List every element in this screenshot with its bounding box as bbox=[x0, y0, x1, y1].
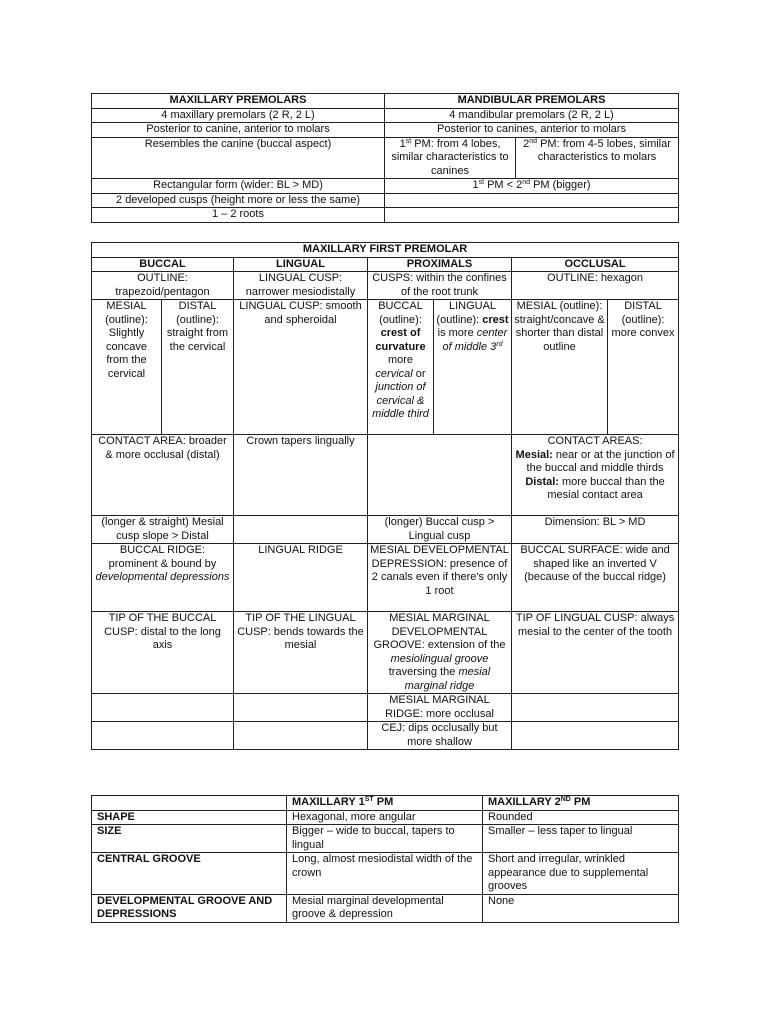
mand-count: 4 mandibular premolars (2 R, 2 L) bbox=[385, 108, 679, 123]
buccal-surface: BUCCAL SURFACE: wide and shaped like an inverted V (because of the buccal ridge) bbox=[512, 544, 679, 612]
lingual-cusp-narrower: LINGUAL CUSP: narrower mesiodistally bbox=[234, 272, 368, 300]
mand-position: Posterior to canines, anterior to molars bbox=[385, 123, 679, 138]
cej: CEJ: dips occlusally but more shallow bbox=[368, 722, 512, 750]
table-row bbox=[92, 853, 679, 895]
buccal-ridge: BUCCAL RIDGE: prominent & bound by developmental depressions bbox=[92, 544, 234, 612]
table-row bbox=[92, 825, 679, 853]
occlusal-distal-outline: DISTAL (outline): more convex bbox=[608, 300, 679, 435]
col-header-proximals: PROXIMALS bbox=[368, 257, 512, 272]
max-position: Posterior to canine, anterior to molars bbox=[92, 123, 385, 138]
mand-second-pm-lobes: 2nd PM: from 4-5 lobes, similar characteristics to molars bbox=[516, 137, 679, 179]
size-second: Smaller – less taper to lingual bbox=[483, 825, 679, 853]
header-max-second-pm: MAXILLARY 2ND PM bbox=[483, 796, 679, 811]
max-roots: 1 – 2 roots bbox=[92, 208, 385, 223]
shape-first: Hexagonal, more angular bbox=[287, 810, 483, 825]
buccal-contact-area: CONTACT AREA: broader & more occlusal (distal) bbox=[92, 435, 234, 516]
empty-cell bbox=[234, 722, 368, 750]
max-cusps: 2 developed cusps (height more or less the same) bbox=[92, 193, 385, 208]
comparison-table bbox=[91, 795, 679, 923]
table-row bbox=[92, 894, 679, 922]
mand-first-pm-lobes: 1st PM: from 4 lobes, similar characteristics to canines bbox=[385, 137, 516, 179]
empty-cell bbox=[385, 193, 679, 208]
proximal-buccal-outline: BUCCAL (outline): crest of curvature more cervical or junction of cervical & middle third bbox=[368, 300, 434, 435]
empty-cell bbox=[92, 722, 234, 750]
shape-second: Rounded bbox=[483, 810, 679, 825]
max-resembles: Resembles the canine (buccal aspect) bbox=[92, 137, 385, 179]
row-label-developmental-groove: DEVELOPMENTAL GROOVE AND DEPRESSIONS bbox=[92, 894, 287, 922]
header-mandibular-premolars: MANDIBULAR PREMOLARS bbox=[385, 94, 679, 109]
empty-cell bbox=[385, 208, 679, 223]
empty-cell bbox=[512, 722, 679, 750]
mesial-developmental-depression: MESIAL DEVELOPMENTAL DEPRESSION: presence of 2 canals even if there's only 1 root bbox=[368, 544, 512, 612]
row-label-size: SIZE bbox=[92, 825, 287, 853]
buccal-distal-outline: DISTAL (outline): straight from the cervical bbox=[162, 300, 234, 435]
empty-cell bbox=[234, 516, 368, 544]
central-groove-second: Short and irregular, wrinkled appearance due to supplemental grooves bbox=[483, 853, 679, 895]
max-form: Rectangular form (wider: BL > MD) bbox=[92, 179, 385, 194]
occlusal-contact-areas: CONTACT AREAS: Mesial: near or at the junction of the buccal and middle thirds Distal: more buccal than the mesial contact area bbox=[512, 435, 679, 516]
buccal-mesial-outline: MESIAL (outline): Slightly concave from the cervical bbox=[92, 300, 162, 435]
tip-buccal-cusp: TIP OF THE BUCCAL CUSP: distal to the long axis bbox=[92, 612, 234, 694]
max-count: 4 maxillary premolars (2 R, 2 L) bbox=[92, 108, 385, 123]
occlusal-outline: OUTLINE: hexagon bbox=[512, 272, 679, 300]
col-header-buccal: BUCCAL bbox=[92, 257, 234, 272]
proximal-lingual-outline: LINGUAL (outline): crest is more center of middle 3rd bbox=[434, 300, 512, 435]
size-first: Bigger – wide to buccal, tapers to lingual bbox=[287, 825, 483, 853]
occlusal-mesial-outline: MESIAL (outline): straight/concave & shorter than distal outline bbox=[512, 300, 608, 435]
col-header-lingual: LINGUAL bbox=[234, 257, 368, 272]
premolars-table bbox=[91, 93, 679, 223]
comparison-corner bbox=[92, 796, 287, 811]
header-maxillary-premolars: MAXILLARY PREMOLARS bbox=[92, 94, 385, 109]
row-label-central-groove: CENTRAL GROOVE bbox=[92, 853, 287, 895]
tip-lingual-cusp: TIP OF THE LINGUAL CUSP: bends towards the mesial bbox=[234, 612, 368, 694]
developmental-groove-second: None bbox=[483, 894, 679, 922]
buccal-cusp-slope: (longer & straight) Mesial cusp slope > Distal bbox=[92, 516, 234, 544]
first-premolar-table bbox=[91, 242, 679, 750]
mand-size-compare: 1st PM < 2nd PM (bigger) bbox=[385, 179, 679, 194]
table-row bbox=[92, 810, 679, 825]
lingual-crown-tapers: Crown tapers lingually bbox=[234, 435, 368, 516]
mesial-marginal-ridge: MESIAL MARGINAL RIDGE: more occlusal bbox=[368, 694, 512, 722]
developmental-groove-first: Mesial marginal developmental groove & depression bbox=[287, 894, 483, 922]
empty-cell bbox=[234, 694, 368, 722]
occlusal-dimension: Dimension: BL > MD bbox=[512, 516, 679, 544]
lingual-ridge: LINGUAL RIDGE bbox=[234, 544, 368, 612]
central-groove-first: Long, almost mesiodistal width of the crown bbox=[287, 853, 483, 895]
first-premolar-title: MAXILLARY FIRST PREMOLAR bbox=[92, 243, 679, 258]
header-max-first-pm: MAXILLARY 1ST PM bbox=[287, 796, 483, 811]
empty-cell bbox=[92, 694, 234, 722]
col-header-occlusal: OCCLUSAL bbox=[512, 257, 679, 272]
buccal-outline: OUTLINE: trapezoid/pentagon bbox=[92, 272, 234, 300]
empty-cell bbox=[512, 694, 679, 722]
mesial-marginal-developmental-groove: MESIAL MARGINAL DEVELOPMENTAL GROOVE: extension of the mesiolingual groove traversing the mesial marginal ridge bbox=[368, 612, 512, 694]
tip-lingual-cusp-occlusal: TIP OF LINGUAL CUSP: always mesial to the center of the tooth bbox=[512, 612, 679, 694]
proximal-cusps: CUSPS: within the confines of the root trunk bbox=[368, 272, 512, 300]
empty-cell bbox=[368, 435, 512, 516]
lingual-cusp-smooth: LINGUAL CUSP: smooth and spheroidal bbox=[234, 300, 368, 435]
row-label-shape: SHAPE bbox=[92, 810, 287, 825]
proximal-buccal-cusp-longer: (longer) Buccal cusp > Lingual cusp bbox=[368, 516, 512, 544]
